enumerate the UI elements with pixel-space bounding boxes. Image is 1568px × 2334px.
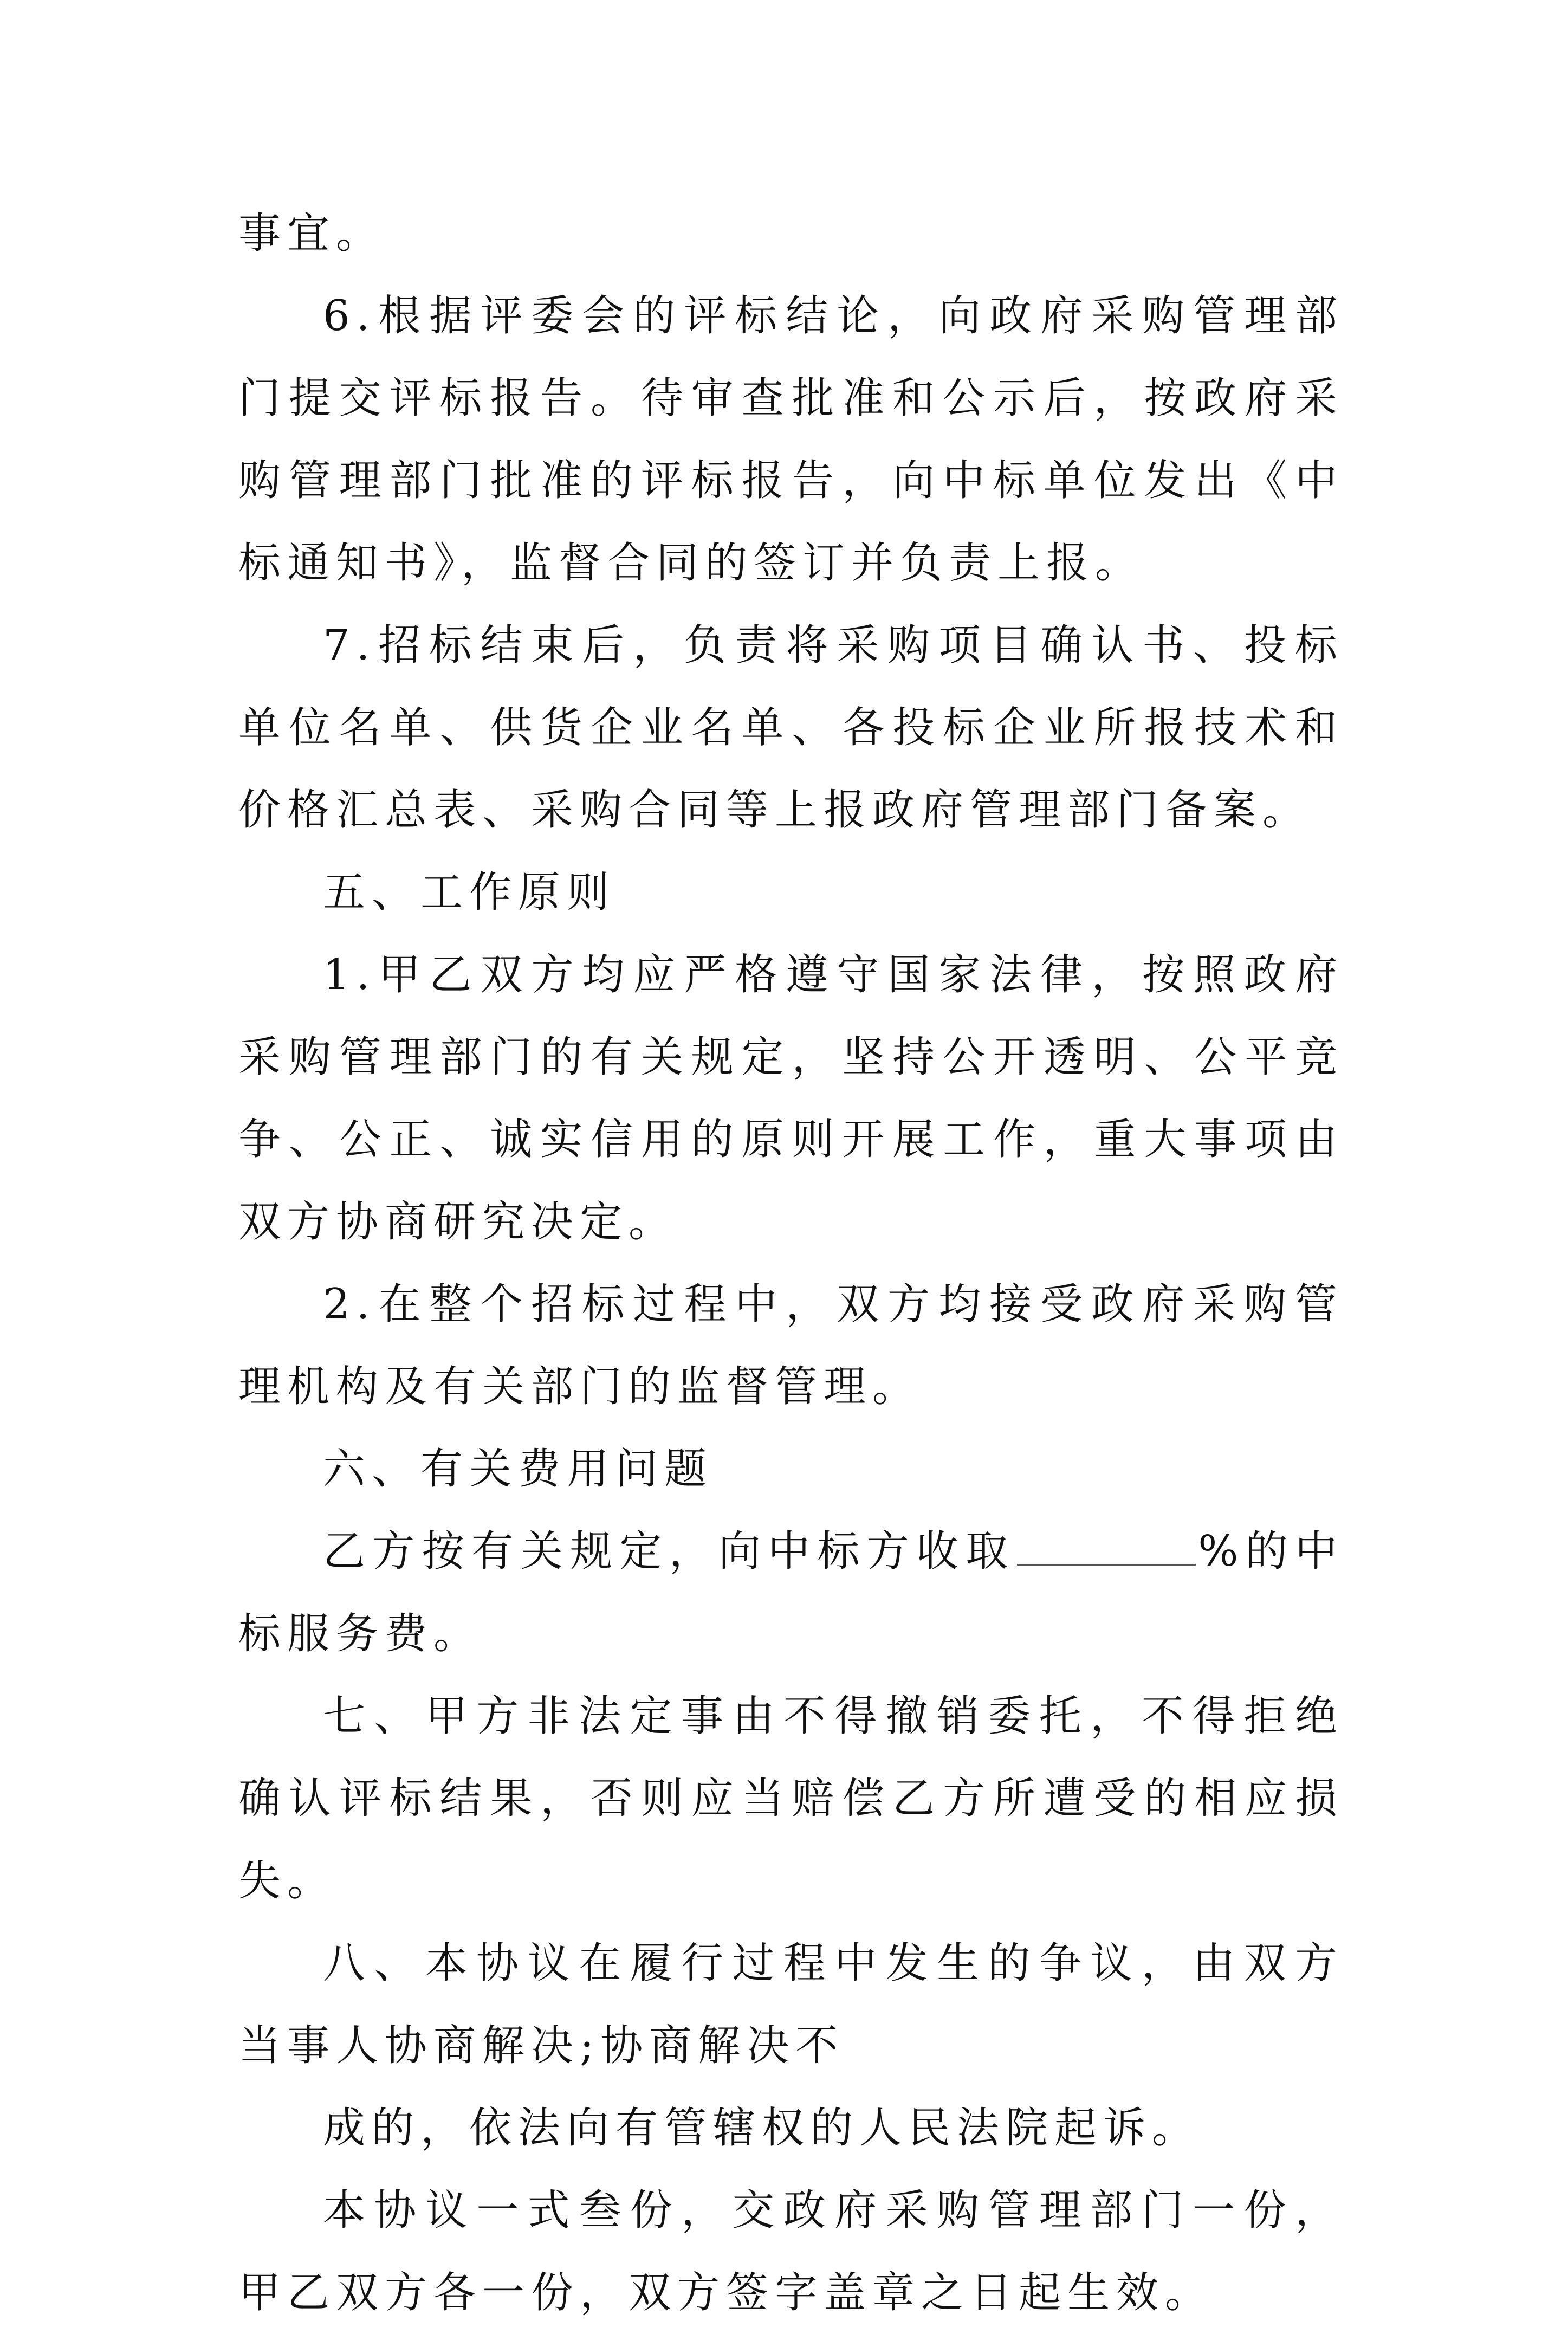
paragraph-item-6: 6.根据评委会的评标结论，向政府采购管理部门提交评标报告。待审查批准和公示后，按政府采购管理部门批准的评标报告，向中标单位发出《中标通知书》，监督合同的签订并负责上报。 [238,292,1344,587]
section-eight-continuation: 成的，依法向有管辖权的人民法院起诉。 [323,2104,1201,2152]
document-body [238,192,1344,2334]
paragraph-principle-2: 2.在整个招标过程中，双方均接受政府采购管理机构及有关部门的监督管理。 [238,1280,1344,1411]
service-fee-text-before: 乙方按有关规定，向中标方收取 [323,1527,1015,1576]
section-heading-fees: 六、有关费用问题 [323,1445,714,1493]
section-seven-paragraph: 七、甲方非法定事由不得撤销委托，不得拒绝确认评标结果，否则应当赔偿乙方所遭受的相应损失。 [238,1692,1344,1905]
service-fee-text-after: %的中标服务费。 [238,1527,1344,1658]
paragraph-principle-1: 1.甲乙双方均应严格遵守国家法律，按照政府采购管理部门的有关规定，坚持公开透明、公平竞争、公正、诚实信用的原则开展工作，重大事项由双方协商研究决定。 [238,951,1344,1246]
paragraph-item-7: 7.招标结束后，负责将采购项目确认书、投标单位名单、供货企业名单、各投标企业所报技术和价格汇总表、采购合同等上报政府管理部门备案。 [238,621,1344,835]
section-eight-paragraph: 八、本协议在履行过程中发生的争议，由双方当事人协商解决;协商解决不 [238,1939,1344,2070]
paragraph-service-fee [238,1510,1344,1675]
section-heading-work-principles: 五、工作原则 [323,868,616,917]
fee-rate-blank [1017,1563,1196,1566]
paragraph-continuation: 事宜。 [238,209,385,258]
paragraph-copies-effective: 本协议一式叁份，交政府采购管理部门一份，甲乙双方各一份，双方签字盖章之日起生效。 [238,2186,1344,2317]
